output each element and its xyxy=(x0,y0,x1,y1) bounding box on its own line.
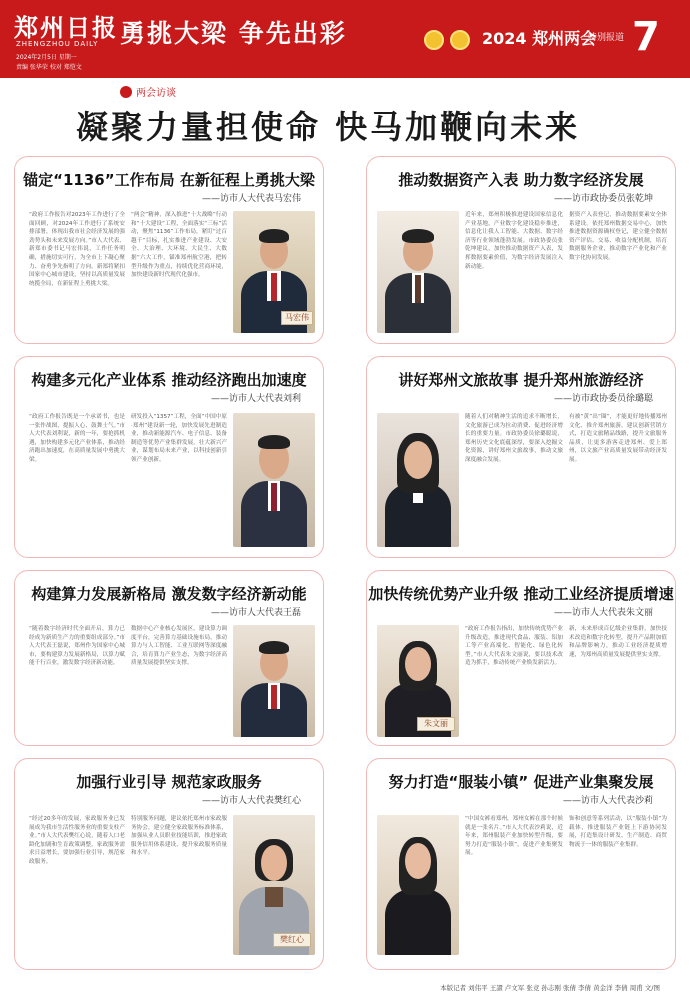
representative-photo xyxy=(233,625,315,737)
representative-photo xyxy=(377,413,459,547)
article-text: “两会”精神，深入推进“十大战略”行动和“十大建设”工程，全面落实“三标”活动，聚焦“1136”工作布局，紧盯“过百越千”目标，扎实推进产业建设、大安全、大治理、大环境、大民生、大数据“六大工作，锚准郑州航空港，把转型升级作为重点，持续优化营商环境，加快建设新时代现代化强市。 xyxy=(131,212,227,279)
header-slogan: 勇挑大梁 争先出彩 xyxy=(120,19,347,48)
article-text: “政府工作报告既是一个承诺书，也是一张作战图，提振人心、鼓舞士气。”市人大代表刘利说，新的一年，要抢抓机遇，加快构建多元化产业体系，推动经济跑出加速度，在高质量发展中勇挑大梁。 xyxy=(29,414,125,463)
article-card xyxy=(14,356,324,558)
national-emblem-icon xyxy=(424,30,444,50)
article-text: “政府工作报告对2023年工作进行了全面回顾，对2024年工作进行了系统安排部署，体现出我市社会经济发展的强劲势头和未来发展方向。”市人大代表、新郑市委书记马宏伟说，工作任务明确，措施切实可行，为全市上下凝心聚力、奋勇争先指明了方向。新郑将紧扣国家中心城市建设，坚持以高质量发展统揽全局，在新征程上勇挑大梁。 xyxy=(29,212,125,287)
name-plate: 朱文丽 xyxy=(417,717,455,731)
article-byline: ——访市人大代表王磊 xyxy=(210,608,301,618)
article-text: 有被“黄”出“圈”，才能更好地传播郑州文化、推介郑州旅游。建议创新营销方式，打造文旅精品线路，提升文旅服务品质，让更多游客走进郑州、爱上郑州，以文旅产业高质量发展带动经济发展。 xyxy=(569,414,667,463)
article-title: 构建多元化产业体系 推动经济跑出加速度 xyxy=(31,371,307,389)
article-card xyxy=(14,570,324,746)
article-text: “政府工作报告指出，加快传统优势产业升级改造，推进现代食品、服装、铝加工等产业高端化、智能化、绿色化转型。”市人大代表朱文丽说，要以技术改造为抓手，推动传统产业焕发新活力。 xyxy=(465,626,563,667)
article-title: 加强行业引导 规范家政服务 xyxy=(76,773,262,791)
article-text: 据资产入表登记，推动数据要素安全体系建设。依托郑州数据交易中心，加快推进数据资源确权登记，建立健全数据资产评估、交易、收益分配机制，培育数据服务企业，推动数字产业化和产业数字化协同发展。 xyxy=(569,212,667,261)
article-byline: ——访市人大代表刘利 xyxy=(210,394,301,404)
article-text: 数据中心产业核心发展区，建设算力调度平台，完善算力基础设施布局，推动算力与人工智能、工业互联网等深度融合，培育算力产业生态，为数字经济高质量发展提供坚实支撑。 xyxy=(131,626,227,667)
representative-photo xyxy=(233,211,315,333)
page-number: 7 xyxy=(632,14,660,60)
reporter-credits: 本版记者 刘伟平 王譞 卢文军 张竞 孙志刚 张倩 李倩 黄金洋 李倩 周甫 文/图 xyxy=(440,984,660,992)
article-byline: ——访市人大代表沙莉 xyxy=(562,796,653,806)
newspaper-logo-english: ZHENGZHOU DAILY xyxy=(16,40,99,48)
article-card xyxy=(366,570,676,746)
article-text: “中国女裤看郑州，郑州女裤在那个时候就是一张名片。”市人大代表沙莉说，近年来，郑州服装产业加快转型升级，要努力打造“服装小镇”，促进产业集聚发展。 xyxy=(465,816,563,857)
article-byline: ——访市人大代表朱文丽 xyxy=(553,608,653,618)
article-text: 近年来，郑州积极推进建设国家信息化产业基地，产业数字化建设稳步推进，信息化让我人工智能、大数据、数字经济等行业领域蓬勃发展。市政协委员张乾坤建议，加快推动数据资产入表，发挥数据要素价值，为数字经济发展注入新动能。 xyxy=(465,212,563,270)
article-text: 随着人们对精神生活的追求不断增长，文化旅游已成为拉动消费、促进经济增长的重要力量。市政协委员徐璐聪说，郑州历史文化底蕴深厚，要深入挖掘文化资源，讲好郑州文旅故事，推动文旅深度融合发展。 xyxy=(465,414,563,463)
special-report-label: 特别报道 xyxy=(588,33,625,43)
representative-photo xyxy=(377,625,459,737)
section-tag-label: 两会访谈 xyxy=(136,88,176,99)
name-plate: 马宏伟 xyxy=(281,311,313,325)
article-byline: ——访市人大代表樊红心 xyxy=(201,796,301,806)
article-text: “随着数字经济时代全面开启，算力已经成为新质生产力的重要组成部分。”市人大代表王磊说，郑州作为国家中心城市，要构建算力发展新格局，以算力赋能千行百业，激发数字经济新动能。 xyxy=(29,626,125,667)
article-card xyxy=(366,156,676,344)
representative-photo xyxy=(377,815,459,955)
page-title: 凝聚力量担使命 快马加鞭向未来 xyxy=(76,108,581,146)
article-text: 饰和创意等系列活动，以“服装小镇”为载体，推进服装产业链上下游协同发展，打造集设计研发、生产制造、商贸物流于一体的服装产业集群。 xyxy=(569,816,667,848)
article-text: 研发投入“1357”工程，全面“中国中原·郑州”建设新一轮，加快发展先进制造业，推动新能源汽车、电子信息、装备制造等优势产业集群发展，壮大新兴产业，谋划布局未来产业，以科技创新引领产业创新。 xyxy=(131,414,227,463)
article-byline: ——访市人大代表马宏伟 xyxy=(201,194,301,204)
section-tag xyxy=(120,84,176,99)
article-card xyxy=(366,356,676,558)
article-card xyxy=(366,758,676,970)
article-text: 新，未来形成百亿级企业集群，加快技术改造和数字化转型，提升产品附加值和品牌影响力，推动工业经济提质增速，为郑州高质量发展提供坚实支撑。 xyxy=(569,626,667,658)
cppcc-emblem-icon xyxy=(450,30,470,50)
article-text: “经过20多年的发展，家政服务业已发展成为我市生活性服务业的重要支柱产业。”市人大代表樊红心说，随着人口老龄化加剧和生育政策调整，家政服务需求日益增长，要加强行业引导，规范家政服务。 xyxy=(29,816,125,865)
article-byline: ——访市政协委员徐璐聪 xyxy=(553,394,653,404)
representative-photo xyxy=(377,211,459,333)
representative-photo xyxy=(233,413,315,547)
article-title: 讲好郑州文旅故事 提升郑州旅游经济 xyxy=(398,371,644,389)
representative-photo xyxy=(233,815,315,955)
masthead xyxy=(0,0,690,78)
article-title: 构建算力发展新格局 激发数字经济新动能 xyxy=(31,585,307,603)
article-title: 加快传统优势产业升级 推动工业经济提质增速 xyxy=(368,585,674,603)
name-plate: 樊红心 xyxy=(273,933,311,947)
person-icon xyxy=(120,86,132,98)
article-text: 特别服务问题，建议依托郑州市家政服务协会，建立健全家政服务标准体系，加强从业人员职业技能培训，推进家政服务信用体系建设，提升家政服务质量和水平。 xyxy=(131,816,227,857)
editor-credit: 责编 张华荣 校对 郑恺文 xyxy=(16,64,82,71)
article-title: 推动数据资产入表 助力数字经济发展 xyxy=(398,171,644,189)
newspaper-logo: 郑州日报 xyxy=(14,13,118,42)
article-title: 锚定“1136”工作布局 在新征程上勇挑大梁 xyxy=(23,171,315,189)
article-card xyxy=(14,758,324,970)
article-byline: ——访市政协委员张乾坤 xyxy=(553,194,653,204)
article-title: 努力打造“服装小镇” 促进产业集聚发展 xyxy=(388,773,654,791)
section-label: 2024 郑州两会 xyxy=(482,29,597,48)
issue-date: 2024年2月5日 星期一 xyxy=(16,54,77,61)
article-card xyxy=(14,156,324,344)
